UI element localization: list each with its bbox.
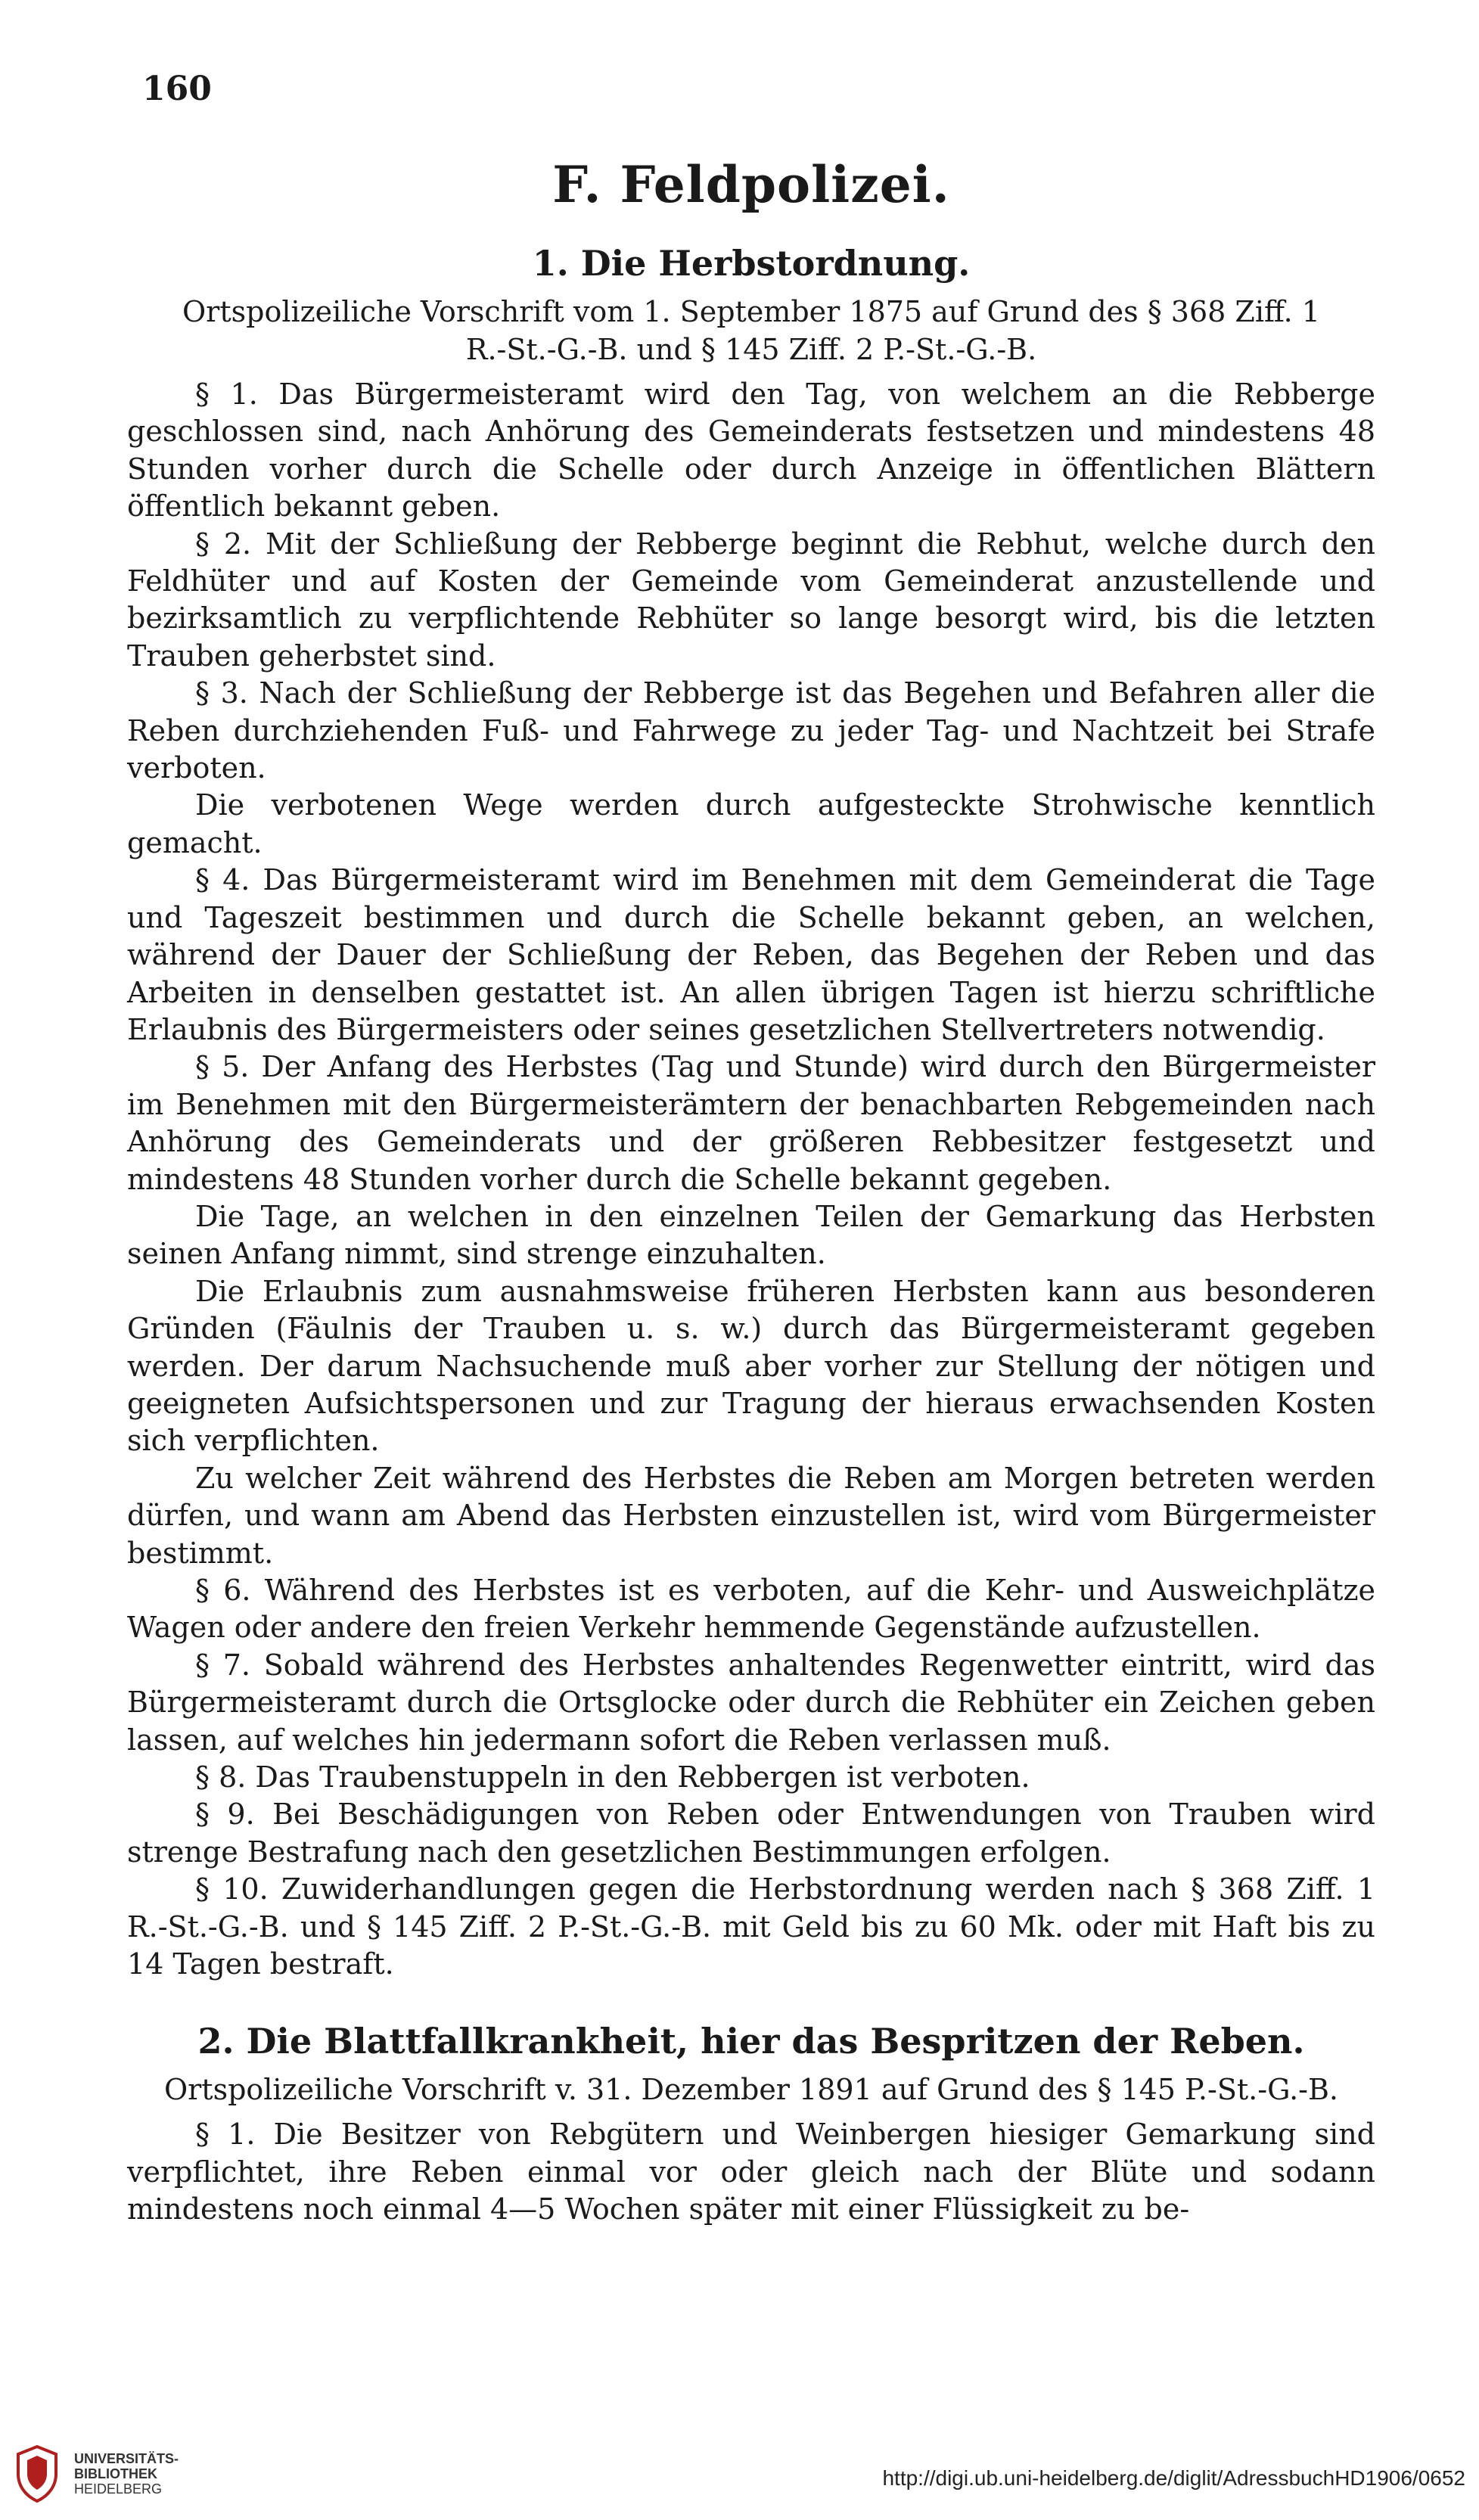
footer	[0, 2428, 1479, 2520]
part1-paragraph-8: Die Erlaubnis zum ausnahmsweise früheren Herbsten kann aus besonderen Gründen (Fäulnis der Trauben u. s. w.) durch das Bürgermeisteramt gegeben werden. Der darum Nachsuchende muß aber vorher zur Stellung der nötigen und geeigneten Aufsichtspersonen und zur Tragung der hieraus erwachsenden Kosten sich verpflichten.	[127, 1274, 1375, 1458]
part1-paragraph-10: § 6. Während des Herbstes ist es verboten, auf die Kehr- und Ausweichplätze Wagen oder andere den freien Verkehr hemmende Gegenstände aufzustellen.	[127, 1574, 1375, 1645]
part1-paragraph-5: § 4. Das Bürgermeisteramt wird im Benehmen mit dem Gemeinderat die Tage und Tageszeit bestimmen und durch die Schelle bekannt geben, an welchen, während der Dauer der Schließung der Reben, das Begehen der Reben und das Arbeiten in denselben gestattet ist. An allen übrigen Tagen ist hierzu schriftliche Erlaubnis des Bürgermeisters oder seines gesetzlichen Stellvertreters notwendig.	[127, 863, 1375, 1046]
part2-intro: Ortspolizeiliche Vorschrift v. 31. Dezember 1891 auf Grund des § 145 P.-St.-G.-B.	[163, 2073, 1338, 2107]
part1-paragraph-3: § 3. Nach der Schließung der Rebberge ist das Begehen und Befahren aller die Reben durchziehenden Fuß- und Fahrwege zu jeder Tag- und Nachtzeit bei Strafe verboten.	[127, 676, 1375, 785]
part1-intro	[127, 293, 1375, 368]
part1-paragraph-7: Die Tage, an welchen in den einzelnen Teilen der Gemarkung das Herbsten seinen Anfang nimmt, sind strenge einzuhalten.	[127, 1199, 1375, 1271]
part2-title: 2. Die Blattfallkrankheit, hier das Bespritzen der Reben.	[197, 2021, 1305, 2062]
part1-paragraph-14: § 10. Zuwiderhandlungen gegen die Herbstordnung werden nach § 368 Ziff. 1 R.-St.-G.-B. und § 145 Ziff. 2 P.-St.-G.-B. mit Geld bis zu 60 Mk. oder mit Haft bis zu 14 Tagen bestraft.	[127, 1872, 1375, 1981]
part1-paragraph-1: § 1. Das Bürgermeisteramt wird den Tag, von welchem an die Rebberge geschlossen sind, nach Anhörung des Gemeinderats festsetzen und mindestens 48 Stunden vorher durch die Schelle oder durch Anzeige in öffentlichen Blättern öffentlich bekannt geben.	[127, 378, 1375, 524]
library-name	[74, 2451, 179, 2497]
part1-paragraph-11: § 7. Sobald während des Herbstes anhaltendes Regenwetter eintritt, wird das Bürgermeisteramt durch die Ortsglocke oder durch die Rebhüter ein Zeichen geben lassen, auf welches hin jedermann sofort die Reben verlassen muß.	[127, 1648, 1375, 1757]
library-line-2: BIBLIOTHEK	[74, 2466, 157, 2481]
part1-intro-line1: Ortspolizeiliche Vorschrift vom 1. September 1875 auf Grund des § 368 Ziff. 1	[182, 295, 1320, 328]
part1-paragraph-6: § 5. Der Anfang des Herbstes (Tag und Stunde) wird durch den Bürgermeister im Benehmen mit den Bürgermeisterämtern der benachbarten Rebgemeinden nach Anhörung des Gemeinderats und der größeren Rebbesitzer festgesetzt und mindestens 48 Stunden vorher durch die Schelle bekannt gegeben.	[127, 1050, 1375, 1196]
source-url-link[interactable]: http://digi.ub.uni-heidelberg.de/diglit/AdressbuchHD1906/0652	[882, 2466, 1465, 2490]
part1-paragraph-4: Die verbotenen Wege werden durch aufgesteckte Strohwische kenntlich gemacht.	[127, 788, 1375, 859]
part1-title: 1. Die Herbstordnung.	[532, 243, 971, 284]
library-line-3: HEIDELBERG	[74, 2481, 163, 2497]
part1-intro-line2: R.-St.-G.-B. und § 145 Ziff. 2 P.-St.-G.-B.	[465, 333, 1037, 366]
part1-paragraph-9: Zu welcher Zeit während des Herbstes die Reben am Morgen betreten werden dürfen, und wann am Abend das Herbsten einzustellen ist, wird vom Bürgermeister bestimmt.	[127, 1461, 1375, 1570]
page-number: 160	[142, 70, 212, 108]
university-seal-icon	[14, 2444, 61, 2504]
part1-paragraph-12: § 8. Das Traubenstuppeln in den Rebbergen ist verboten.	[195, 1760, 1030, 1794]
part1-paragraph-13: § 9. Bei Beschädigungen von Reben oder Entwendungen von Trauben wird strenge Bestrafung nach den gesetzlichen Bestimmungen erfolgen.	[127, 1798, 1375, 1869]
page-content	[127, 155, 1375, 2229]
section-title: F. Feldpolizei.	[552, 155, 950, 214]
part1-paragraph-2: § 2. Mit der Schließung der Rebberge beginnt die Rebhut, welche durch den Feldhüter und auf Kosten der Gemeinde vom Gemeinderat anzustellende und bezirksamtlich zu verpflichtende Rebhüter so lange besorgt wird, bis die letzten Trauben geherbstet sind.	[127, 527, 1375, 673]
part2-paragraph-1: § 1. Die Besitzer von Rebgütern und Weinbergen hiesiger Gemarkung sind verpflichtet, ihre Reben einmal vor oder gleich nach der Blüte und sodann mindestens noch einmal 4—5 Wochen später mit einer Flüssigkeit zu be-	[127, 2118, 1375, 2226]
library-line-1: UNIVERSITÄTS-	[74, 2451, 179, 2466]
